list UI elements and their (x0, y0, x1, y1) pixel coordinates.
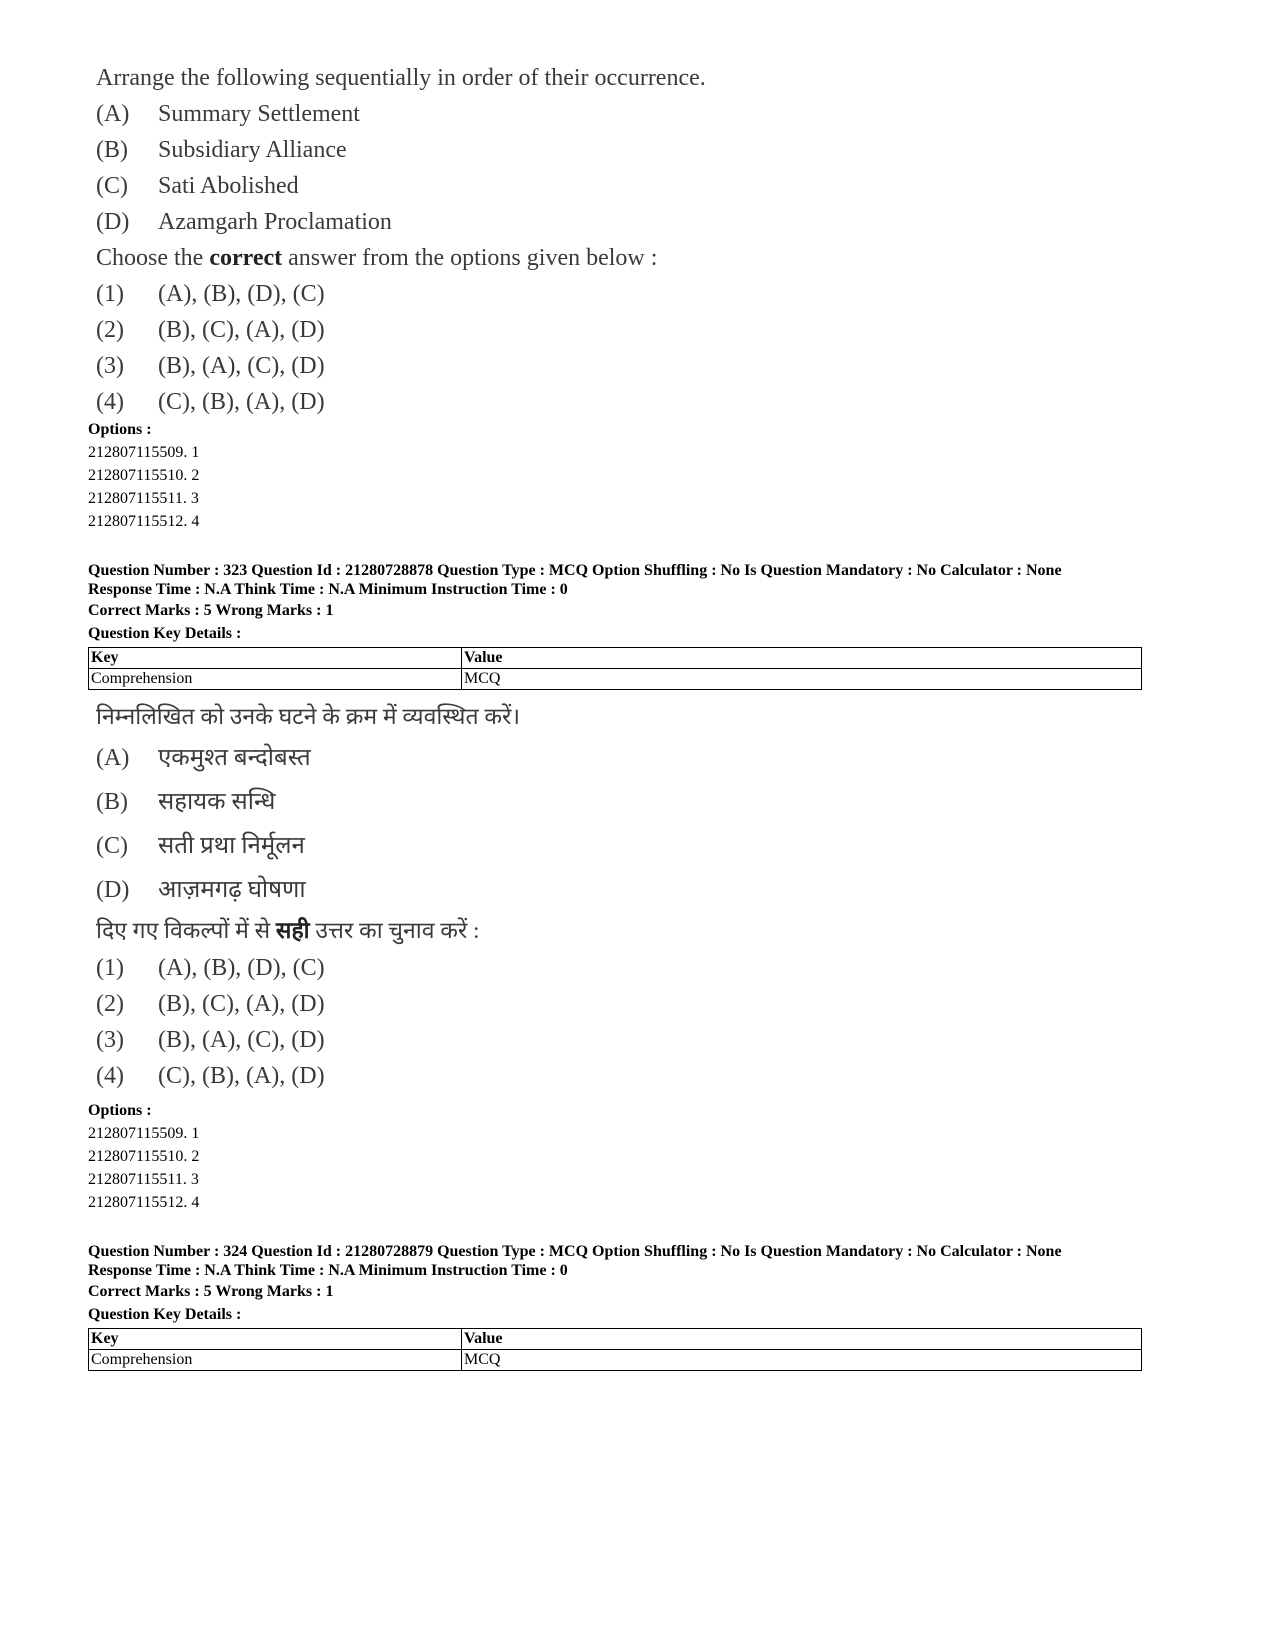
table-row (89, 1350, 1142, 1371)
question-meta-line1: Question Number : 324 Question Id : 21280728879 Question Type : MCQ Option Shuffling : No Is Question Mandatory : No Calculator : None (88, 1243, 1062, 1260)
item-row: (C) सती प्रथा निर्मूलन (96, 833, 305, 859)
item-row: (A) Summary Settlement (96, 101, 360, 127)
question-image-hindi (88, 698, 1188, 1093)
option-id: 212807115509. 1 (88, 1125, 200, 1142)
table-cell: Comprehension (89, 669, 462, 690)
question-stem: Arrange the following sequentially in order of their occurrence. (96, 65, 706, 91)
question-meta-line2: Response Time : N.A Think Time : N.A Minimum Instruction Time : 0 (88, 581, 568, 598)
table-header-value: Value (462, 648, 1142, 669)
options-title: Options : (88, 421, 152, 438)
key-details-title: Question Key Details : (88, 625, 242, 642)
key-details-table (88, 647, 1142, 690)
choice-row: (1) (A), (B), (D), (C) (96, 281, 325, 307)
key-details-title: Question Key Details : (88, 1306, 242, 1323)
table-header-row (89, 1329, 1142, 1350)
table-cell: MCQ (462, 1350, 1142, 1371)
choice-row: (2) (B), (C), (A), (D) (96, 317, 325, 343)
option-id: 212807115511. 3 (88, 490, 199, 507)
option-id: 212807115512. 4 (88, 513, 200, 530)
option-id: 212807115509. 1 (88, 444, 200, 461)
item-row: (C) Sati Abolished (96, 173, 299, 199)
table-header-value: Value (462, 1329, 1142, 1350)
option-id: 212807115510. 2 (88, 1148, 200, 1165)
marks-line: Correct Marks : 5 Wrong Marks : 1 (88, 602, 334, 619)
table-header-key: Key (89, 1329, 462, 1350)
option-id: 212807115511. 3 (88, 1171, 199, 1188)
question-meta-line1: Question Number : 323 Question Id : 21280728878 Question Type : MCQ Option Shuffling : No Is Question Mandatory : No Calculator : None (88, 562, 1062, 579)
marks-line: Correct Marks : 5 Wrong Marks : 1 (88, 1283, 334, 1300)
question-stem: निम्नलिखित को उनके घटने के क्रम में व्यवस्थित करें। (96, 704, 521, 729)
choose-instruction: दिए गए विकल्पों में से सही उत्तर का चुनाव करें : (96, 918, 480, 943)
document-page (88, 60, 1188, 1371)
table-header-row (89, 648, 1142, 669)
choice-row: (1) (A), (B), (D), (C) (96, 955, 325, 981)
item-row: (D) Azamgarh Proclamation (96, 209, 392, 235)
item-row: (D) आज़मगढ़ घोषणा (96, 877, 306, 903)
option-id: 212807115510. 2 (88, 467, 200, 484)
key-details-table (88, 1328, 1142, 1371)
choice-row: (4) (C), (B), (A), (D) (96, 1063, 325, 1089)
choice-row: (4) (C), (B), (A), (D) (96, 389, 325, 415)
item-row: (B) सहायक सन्धि (96, 789, 276, 815)
table-row (89, 669, 1142, 690)
table-cell: Comprehension (89, 1350, 462, 1371)
option-id: 212807115512. 4 (88, 1194, 200, 1211)
question-meta-line2: Response Time : N.A Think Time : N.A Minimum Instruction Time : 0 (88, 1262, 568, 1279)
table-header-key: Key (89, 648, 462, 669)
question-image-english (88, 60, 1188, 415)
table-cell: MCQ (462, 669, 1142, 690)
item-row: (A) एकमुश्त बन्दोबस्त (96, 745, 311, 771)
item-row: (B) Subsidiary Alliance (96, 137, 347, 163)
options-title: Options : (88, 1102, 152, 1119)
choose-instruction: Choose the correct answer from the options given below : (96, 245, 658, 271)
choice-row: (3) (B), (A), (C), (D) (96, 1027, 325, 1053)
choice-row: (3) (B), (A), (C), (D) (96, 353, 325, 379)
choice-row: (2) (B), (C), (A), (D) (96, 991, 325, 1017)
